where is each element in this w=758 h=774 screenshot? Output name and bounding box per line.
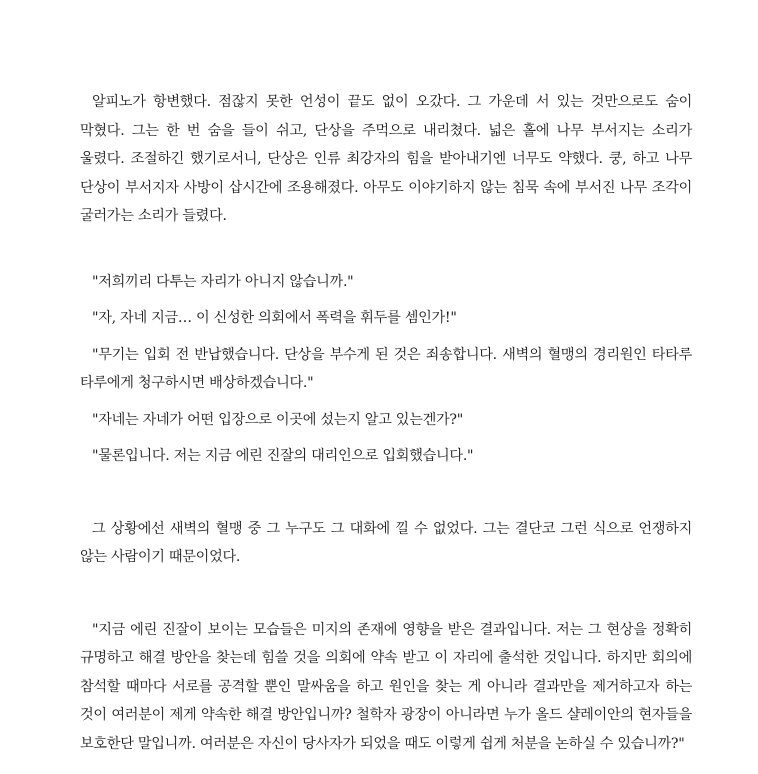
dialogue-paragraph: "지금 에린 진잘이 보이는 모습들은 미지의 존재에 영향을 받은 결과입니다. 저는 그 현상을 정확히 규명하고 해결 방안을 찾는데 힘쓸 것을 의회에 약속 받고 이 자리에 출석한 것입니다. 하지만 회의에 참석할 때마다 서로를 공격할 뿐인 말싸움을 하고 원인을 찾는 게 아니라 결과만을 제거하고자 하는 것이 여러분이 제게 약속한 해결 방안입니까? 철학자 광장이 아니라면 누가 올드 샬레이안의 현자들을 보호한단 말입니까. 여러분은 자신이 당사자가 되었을 때도 이렇게 쉽게 처분을 논하실 수 있습니까?" [80, 621, 692, 752]
dialogue-line: "저희끼리 다투는 자리가 아니지 않습니까." [92, 273, 354, 290]
narration-paragraph: 알피노가 항변했다. 점잖지 못한 언성이 끝도 없이 오갔다. 그 가운데 서 있는 것만으로도 숨이 막혔다. 그는 한 번 숨을 들이 쉬고, 단상을 주먹으로 내리쳤다. 넓은 홀에 나무 부서지는 소리가 울렸다. 조절하긴 했기로서니, 단상은 인류 최강자의 힘을 받아내기엔 너무도 약했다. 쿵, 하고 나무 단상이 부서지자 사방이 삽시간에 조용해졌다. 아무도 이야기하지 않는 침묵 속에 부서진 나무 조각이 굴러가는 소리가 들렸다. [80, 94, 692, 224]
dialogue-line: "자, 자네 지금… 이 신성한 의회에서 폭력을 휘두를 셈인가!" [92, 310, 457, 326]
narration-paragraph: 그 상황에선 새벽의 혈맹 중 그 누구도 그 대화에 낄 수 없었다. 그는 결단코 그런 식으로 언쟁하지 않는 사람이기 때문이었다. [80, 520, 692, 565]
dialogue-line: "자네는 자네가 어떤 입장으로 이곳에 섰는지 알고 있는겐가?" [92, 411, 463, 428]
dialogue-line: "물론입니다. 저는 지금 에린 진잘의 대리인으로 입회했습니다." [92, 448, 474, 464]
dialogue-line: "무기는 입회 전 반납했습니다. 단상을 부수게 된 것은 죄송합니다. 새벽의 혈맹의 경리원인 타타루 타루에게 청구하시면 배상하겠습니다." [80, 346, 692, 391]
